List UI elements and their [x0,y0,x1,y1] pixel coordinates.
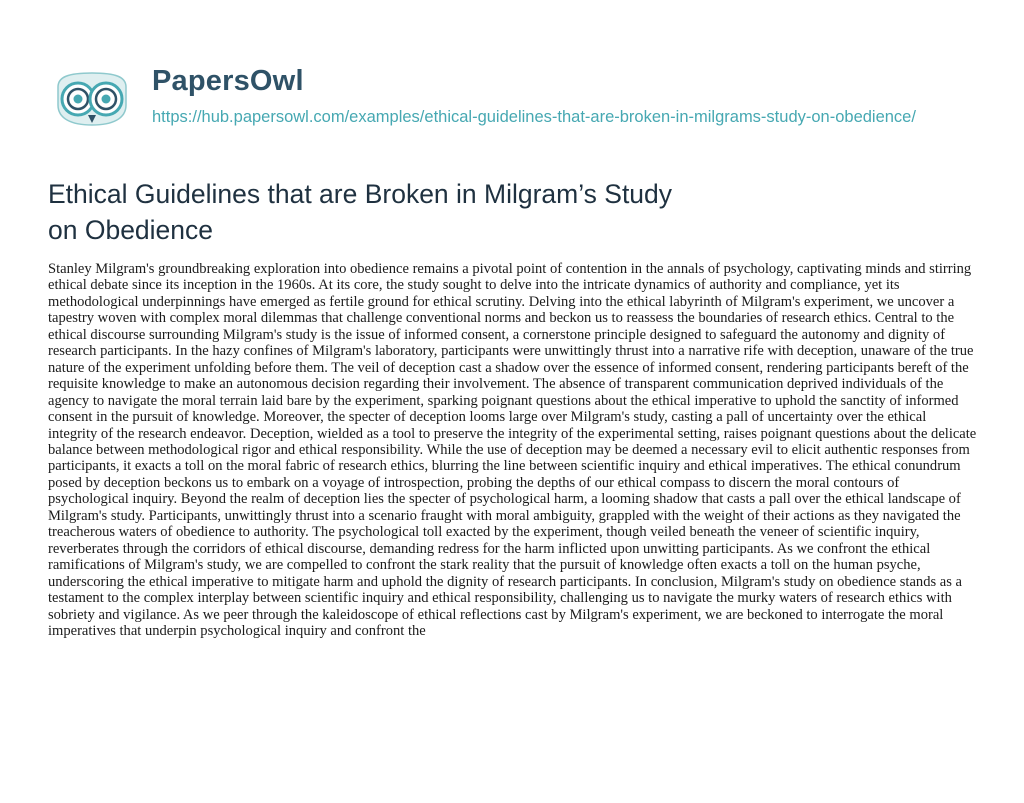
page-title: Ethical Guidelines that are Broken in Milgram’s Study on Obedience [48,179,673,245]
owl-logo-icon [48,71,136,127]
source-link[interactable]: https://hub.papersowl.com/examples/ethical-guidelines-that-are-broken-in-milgrams-study-on-obedience/ [152,108,916,126]
article-body: Stanley Milgram's groundbreaking exploration into obedience remains a pivotal point of contention in the annals of psychology, captivating minds and stirring ethical debate since its inception in the 1960s. At its core, the study sought to delve into the intricate dynamics of authority and compliance, yet its methodological underpinnings have emerged as fertile ground for ethical scrutiny. Delving into the ethical labyrinth of Milgram's experiment, we uncover a tapestry woven with complex moral dilemmas that challenge conventional norms and beckon us to reassess the boundaries of research ethics. Central to the ethical discourse surrounding Milgram's study is the issue of informed consent, a cornerstone principle designed to safeguard the autonomy and dignity of research participants. In the hazy confines of Milgram's laboratory, participants were unwittingly thrust into a narrative rife with deception, unaware of the true nature of the experiment unfolding before them. The veil of deception cast a shadow over the essence of informed consent, rendering participants bereft of the requisite knowledge to make an autonomous decision regarding their involvement. The absence of transparent communication deprived individuals of the agency to navigate the moral terrain laid bare by the experiment, sparking poignant questions about the ethical imperative to uphold the sanctity of informed consent in the pursuit of knowledge. Moreover, the specter of deception looms large over Milgram's study, casting a pall of uncertainty over the ethical integrity of the research endeavor. Deception, wielded as a tool to preserve the integrity of the experimental setting, raises poignant questions about the delicate balance between methodological rigor and ethical responsibility. While the use of deception may be deemed a necessary evil to elicit authentic responses from participants, it exacts a toll on the moral fabric of research ethics, blurring the line between scientific inquiry and ethical imperatives. The ethical conundrum posed by deception beckons us to embark on a voyage of introspection, probing the depths of our ethical compass to discern the moral contours of psychological inquiry. Beyond the realm of deception lies the specter of psychological harm, a looming shadow that casts a pall over the ethical landscape of Milgram's study. Participants, unwittingly thrust into a scenario fraught with moral ambiguity, grappled with the weight of their actions as they navigated the treacherous waters of obedience to authority. The psychological toll exacted by the experiment, though veiled beneath the veneer of scientific inquiry, reverberates through the corridors of ethical discourse, demanding redress for the harm inflicted upon unwitting participants. As we confront the ethical ramifications of Milgram's study, we are compelled to confront the stark reality that the pursuit of knowledge often exacts a toll on the human psyche, underscoring the ethical imperative to mitigate harm and uphold the dignity of research participants. In conclusion, Milgram's study on obedience stands as a testament to the complex interplay between scientific inquiry and ethical responsibility, challenging us to navigate the murky waters of research ethics with sobriety and vigilance. As we peer through the kaleidoscope of ethical reflections cast by Milgram's experiment, we are beckoned to interrogate the moral imperatives that underpin psychological inquiry and confront the [48,261,977,639]
brand-name: PapersOwl [152,65,304,97]
owl-logo-icon [48,71,136,127]
